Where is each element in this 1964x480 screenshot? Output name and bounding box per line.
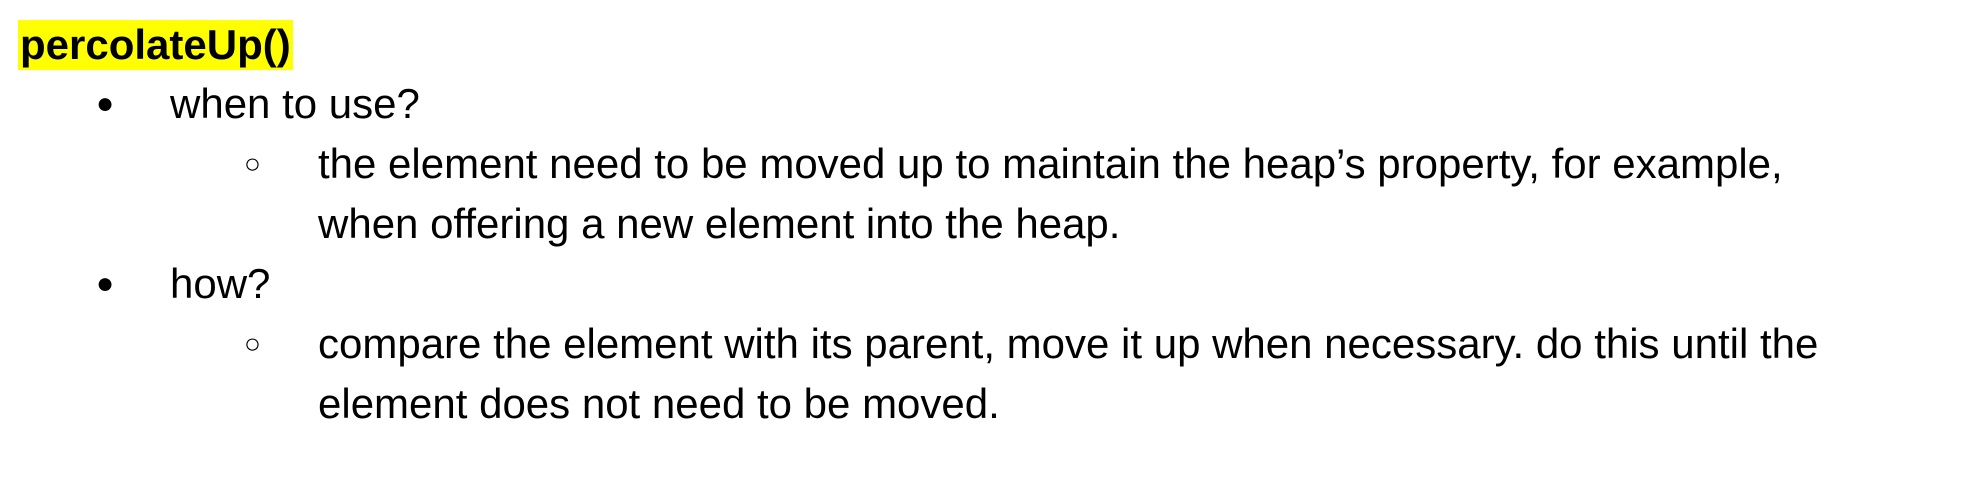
bullet-icon: ● (96, 267, 115, 300)
sub-bullet-icon: ○ (244, 148, 261, 179)
section-heading: percolateUp() (20, 21, 291, 68)
sub-item-line: when offering a new element into the heap. (318, 200, 1121, 247)
sub-item-line: compare the element with its parent, move it up when necessary. do this until the (318, 320, 1819, 367)
bullet-icon: ● (96, 87, 115, 120)
sub-item-line: element does not need to be moved. (318, 380, 1000, 427)
list-item-label: when to use? (170, 80, 420, 127)
sub-item-line: the element need to be moved up to maintain the heap’s property, for example, (318, 140, 1783, 187)
list-item-label: how? (170, 260, 271, 307)
sub-bullet-icon: ○ (244, 328, 261, 359)
